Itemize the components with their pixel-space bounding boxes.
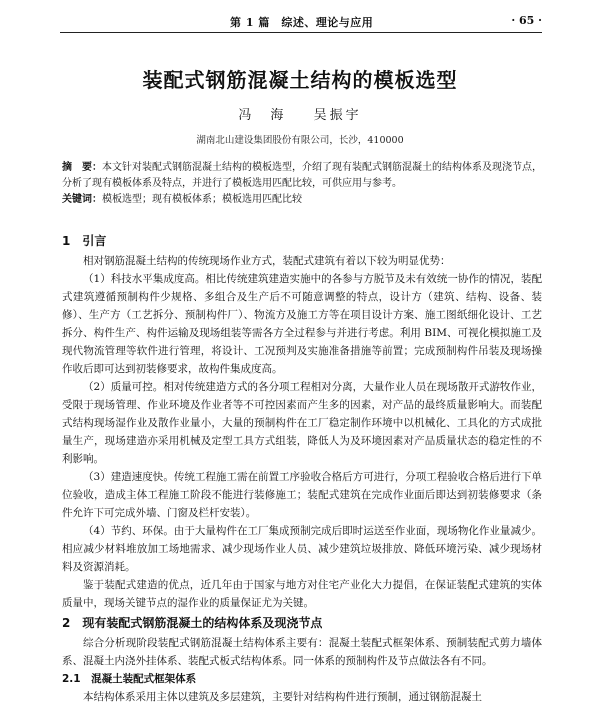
chapter-label: 第 1 篇 综述、理论与应用 bbox=[230, 16, 374, 29]
paragraph: 综合分析现阶段装配式钢筋混凝土结构体系主要有：混凝土装配式框架体系、预制装配式剪力墙体系、混凝土内浇外挂体系、装配式板式结构体系。同一体系的预制构件及节点做法各有不同。 bbox=[62, 637, 542, 667]
paragraph: （2）质量可控。相对传统建造方式的各分项工程相对分离，大量作业人员在现场散开式游牧作业，受限于现场管理、作业环境及作业者等不可控因素而产生多的因素，对产品的最终质量影响大。而装配式结构现场湿作业及散作业量小，大量的预制构件在工厂稳定制作环境中以机械化、工具化的方式成批量生产，现场建造亦采用机械及定型工具方式组装，降低人为及环境因素对产品质量状态的稳定性的不利影响。 bbox=[62, 381, 542, 465]
affiliation: 湖南北山建设集团股份有限公司，长沙，410000 bbox=[196, 135, 404, 146]
authors bbox=[0, 104, 600, 123]
paragraph: 相对钢筋混凝土结构的传统现场作业方式，装配式建筑有着以下较为明显优势： bbox=[83, 255, 451, 267]
body-text bbox=[62, 230, 542, 706]
abstract-block bbox=[62, 160, 542, 208]
paragraph: 本结构体系采用主体以建筑及多层建筑，主要针对结构构件进行预制，通过钢筋混凝土 bbox=[83, 691, 482, 703]
section-2-1-heading: 2.1 混凝土装配式框架体系 bbox=[62, 673, 197, 685]
abstract-label: 摘 要： bbox=[62, 162, 102, 173]
paragraph: 鉴于装配式建造的优点，近几年由于国家与地方对住宅产业化大力提倡，在保证装配式建筑的实体质量中，现场关键节点的湿作业的质量保证尤为关键。 bbox=[62, 579, 542, 609]
abstract bbox=[62, 160, 542, 192]
keywords-label: 关键词： bbox=[62, 194, 102, 205]
page-number: · 65 · bbox=[511, 14, 542, 27]
section-1-heading: 1 引言 bbox=[62, 234, 107, 248]
author-2: 吴振宇 bbox=[313, 108, 362, 123]
author-1: 冯 海 bbox=[238, 108, 287, 123]
abstract-text: 本文针对装配式钢筋混凝土结构的模板选型，介绍了现有装配式钢筋混凝土的结构体系及现浇节点，分析了现有模板体系及特点，并进行了模板选用匹配比较，可供应用与参考。 bbox=[62, 162, 542, 189]
paragraph: （1）科技水平集成度高。相比传统建筑建造实施中的各参与方脱节及未有效统一协作的情况，装配式建筑遵循预制构件少规格、多组合及生产后不可随意调整的特点，设计方（建筑、结构、设备、装修）、生产方（工艺拆分、预制构件厂）、物流方及施工方等在项目设计方案、施工图纸细化设计、工艺拆分、构件生产、构件运输及现场组装等需各方全过程参与并进行考虑。利用 BIM、可视化模拟施工及现代物流管理等软件进行管理，将设计、工况预判及实施准备措施等前置；完成预制构件吊装及现场操作收后即可达到初装修要求，故构件集成度高。 bbox=[62, 273, 542, 375]
paragraph: （4）节约、环保。由于大量构件在工厂集成预制完成后即时运送至作业面，现场物化作业量减少。相应减少材料堆放加工场地需求、减少现场作业人员、减少建筑垃圾排放、降低环境污染、减少现场材料及资源消耗。 bbox=[62, 525, 542, 573]
keywords bbox=[62, 192, 542, 208]
section-2-heading: 2 现有装配式钢筋混凝土的结构体系及现浇节点 bbox=[62, 616, 323, 630]
running-header bbox=[60, 12, 542, 33]
keywords-text: 模板选型；现有模板体系；模板选用匹配比较 bbox=[102, 194, 302, 205]
paper-title: 装配式钢筋混凝土结构的模板选型 bbox=[142, 68, 458, 92]
paragraph: （3）建造速度快。传统工程施工需在前置工序验收合格后方可进行，分项工程验收合格后进行下单位验收，造成主体工程施工阶段不能进行装修施工；装配式建筑在完成作业面后即达到初装修要求（条件允许下可完成外墙、门窗及栏杆安装）。 bbox=[62, 471, 542, 519]
